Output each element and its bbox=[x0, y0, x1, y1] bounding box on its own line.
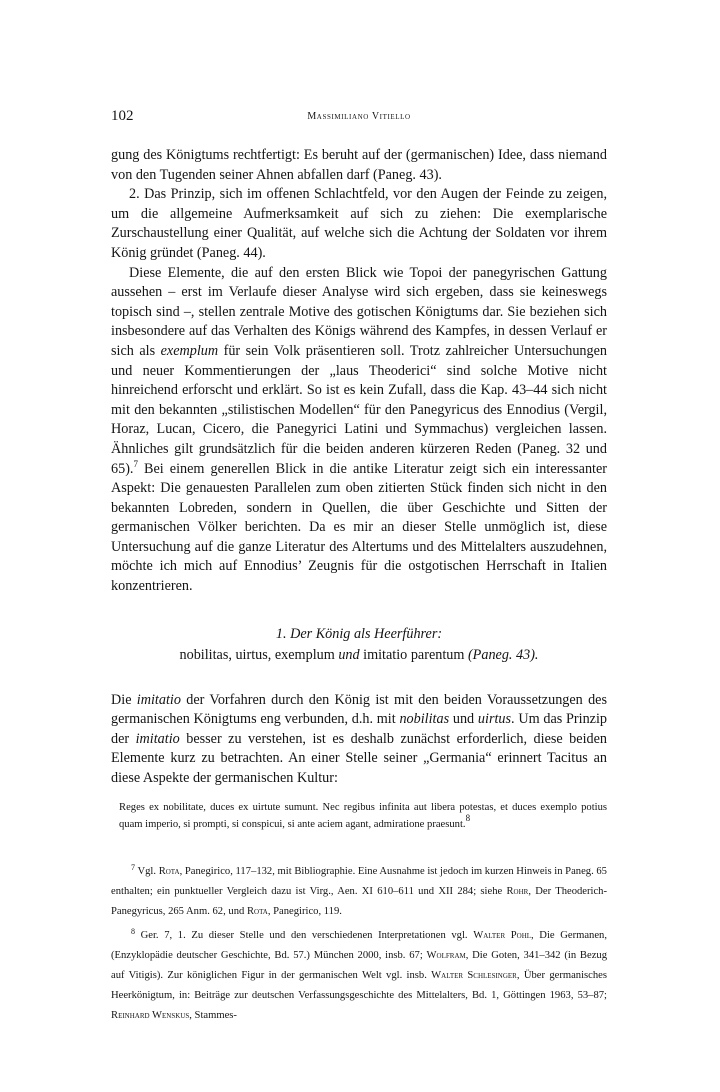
footnote-ref-8: 8 bbox=[465, 812, 471, 823]
footnotes bbox=[111, 858, 607, 1026]
running-head bbox=[111, 108, 607, 132]
footnote-7: $^7$ Vgl. Rota, Panegirico, 117–132, mit Bibliographie. Eine Ausnahme ist jedoch im kurzen Hinweis in Paneg. 65 enthalten; ein punktueller Vergleich dazu ist Virg., Aen. XI 610–611 und XII 284; siehe Rohr, Der Theoderich-Panegyricus, 265 Anm. 62, und Rota, Panegirico, 119. bbox=[111, 862, 607, 917]
section-heading bbox=[111, 624, 607, 666]
page-number: 102 bbox=[111, 108, 134, 124]
paragraph-3: Diese Elemente, die auf den ersten Blick wie Topoi der panegyrischen Gattung aussehen – erst im Verlaufe dieser Analyse wird sich ergeben, dass sie keineswegs topisch sind –, stellen zentrale Motive des gotischen Königtums dar. Sie beziehen sich insbesondere auf das Verhalten des Königs während des Kampfes, in dessen Verlauf er sich als exemplum für sein Volk präsentieren soll. Trotz zahlreicher Untersuchungen und neuer Kommentierungen der „laus Theoderici“ sind solche Motive nicht hinreichend erforscht und erklärt. So ist es kein Zufall, dass die Kap. 43–44 sich nicht mit den bekannten „stilistischen Modellen“ für den Panegyricus des Ennodius (Vergil, Horaz, Lucan, Cicero, die Panegyrici Latini und Symmachus) vergleichen lassen. Ähnliches gilt grundsätzlich für die beiden anderen kürzeren Reden (Paneg. 32 und 65).$^7$ Bei einem generellen Blick in die antike Literatur zeigt sich ein interessanter Aspekt: Die genauesten Parallelen zum oben zitierten Stück finden sich nicht in den bekannten Lobreden, sondern in Quellen, die über Geschichte und Sitten der germanischen Völker berichten. Da es mir an dieser Stelle unmöglich ist, diese Untersuchung auf die ganze Literatur des Altertums und des Mittelalters auszudehnen, möchte ich mich auf Ennodius’ Zeugnis für die ostgotischen Herrschaft in Italien konzentrieren. bbox=[111, 264, 607, 595]
term-exemplum: exemplum bbox=[160, 342, 219, 359]
block-quote: Reges ex nobilitate, duces ex uirtute sumunt. Nec regibus infinita aut libera potestas, et duces exemplo potius quam imperio, si prompti, si conspicui, si ante aciem agant, admiratione praesunt.$^8$ bbox=[119, 801, 607, 830]
section-title: 1. Der König als Heerführer: bbox=[275, 625, 443, 642]
paragraph-2: 2. Das Prinzip, sich im offenen Schlachtfeld, vor den Augen der Feinde zu zeigen, um die allgemeine Aufmerksamkeit auf sich zu ziehen: Die exemplarische Zurschaustellung einer Qualität, auf welche sich die Achtung der Soldaten vor ihrem König gründet (Paneg. 44). bbox=[111, 186, 607, 261]
paragraph-1: gung des Königtums rechtfertigt: Es beruht auf der (germanischen) Idee, dass niemand von den Tugenden seiner Ahnen abfallen darf (Paneg. 43). bbox=[111, 147, 607, 183]
footnote-ref-7: 7 bbox=[133, 458, 138, 469]
footnote-8: $^8$ Ger. 7, 1. Zu dieser Stelle und den verschiedenen Interpretationen vgl. Walter Pohl, Die Germanen, (Enzyklopädie deutscher Geschichte, Bd. 57.) München 2000, insb. 67; Wolfram, Die Goten, 341–342 (in Bezug auf Vitigis). Zur königlichen Figur in der germanischen Welt vgl. insb. Walter Schlesinger, Über germanisches Heerkönigtum, in: Beiträge zur deutschen Verfassungsgeschichte des Mittelalters, Bd. 1, Göttingen 1963, 53–87; Reinhard Wenskus, Stammes- bbox=[111, 926, 608, 1021]
paragraph-4: Die imitatio der Vorfahren durch den König ist mit den beiden Voraussetzungen des germanischen Königtums eng verbunden, d.h. mit nobilitas und uirtus. Um das Prinzip der imitatio besser zu verstehen, ist es deshalb zunächst erforderlich, diese beiden Elemente kurz zu betrachten. An einer Stelle seiner „Germania“ erinnert Tacitus an diese Aspekte der germanischen Kultur: bbox=[111, 691, 607, 787]
running-title: Massimiliano Vitiello bbox=[307, 111, 411, 122]
page bbox=[111, 108, 607, 1026]
section-subtitle: nobilitas, uirtus, exemplum und imitatio parentum (Paneg. 43). bbox=[179, 646, 539, 663]
